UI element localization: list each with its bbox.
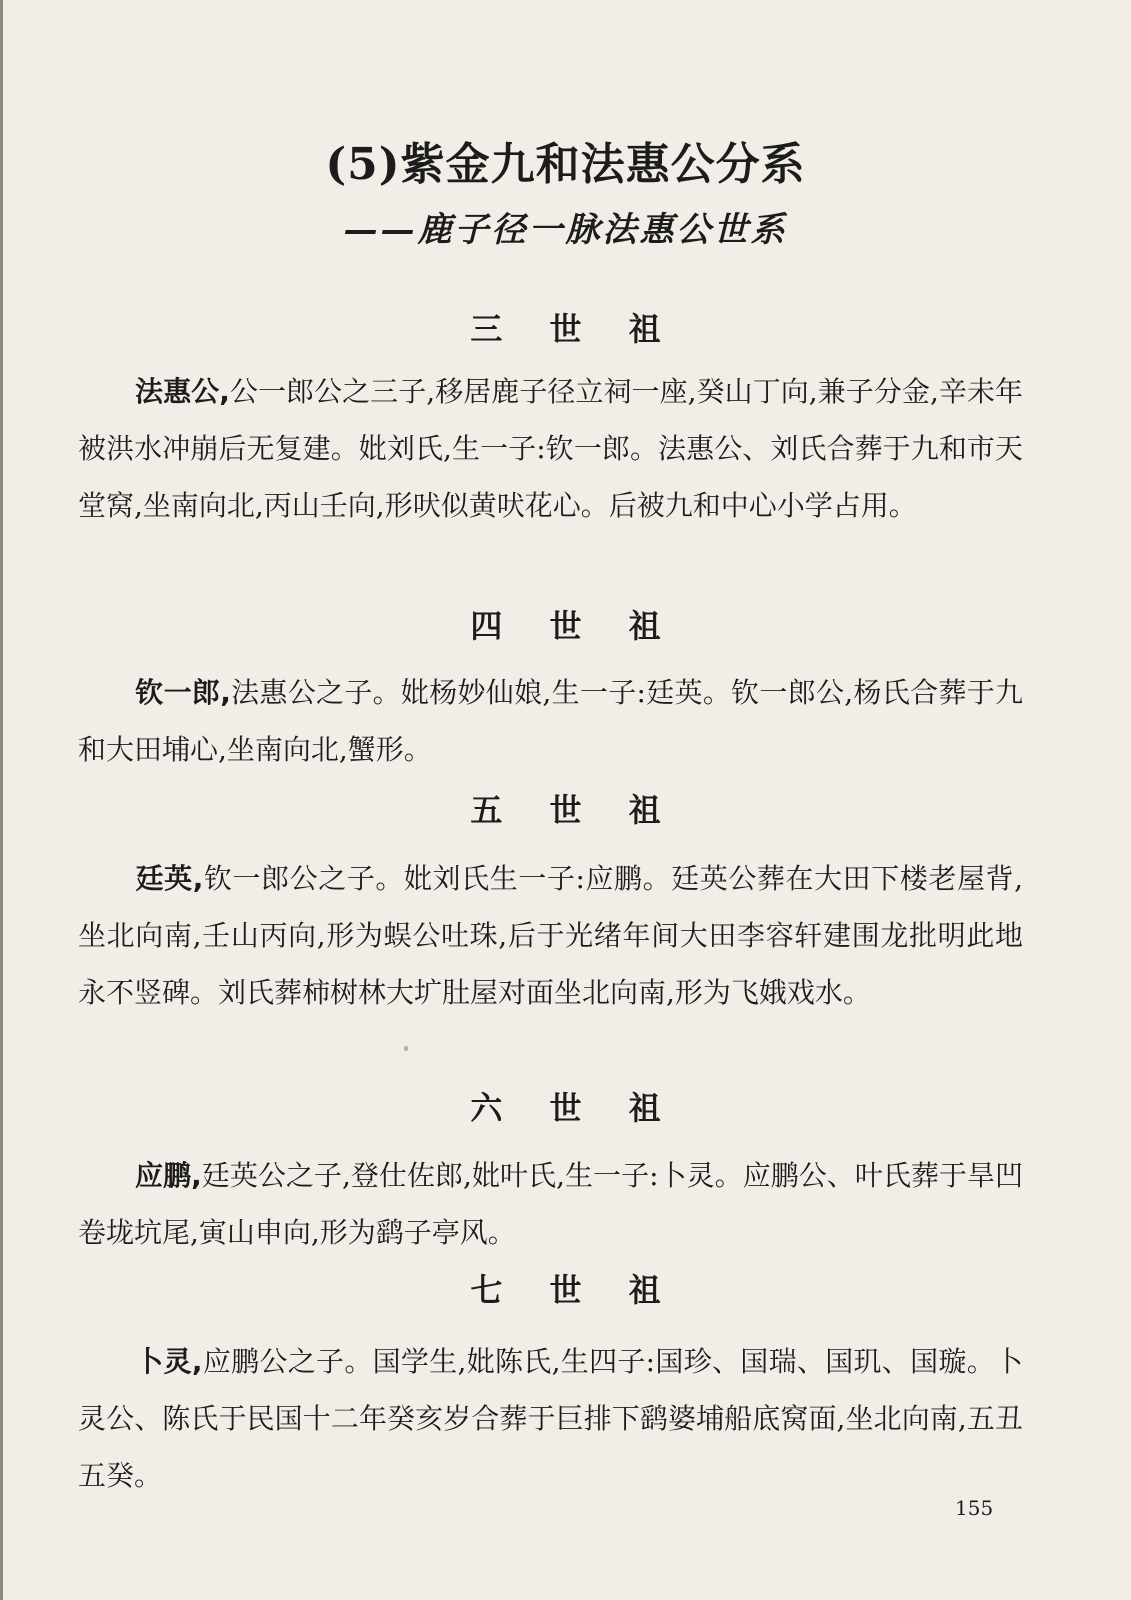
generation-entry — [78, 363, 1023, 534]
ancestor-name: 廷英, — [135, 862, 204, 895]
ancestor-name: 钦一郎, — [135, 676, 231, 709]
entry-text: 法惠公之子。妣杨妙仙娘,生一子:廷英。钦一郎公,杨氏合葬于九和大田埔心,坐南向北,蟹形。 — [78, 676, 1023, 766]
entry-text: 钦一郎公之子。妣刘氏生一子:应鹏。廷英公葬在大田下楼老屋背,坐北向南,壬山丙向,形为蜈公吐珠,后于光绪年间大田李容轩建围龙批明此地永不竖碑。刘氏葬柿树林大圹肚屋对面坐北向南,形为飞娥戏水。 — [78, 862, 1023, 1009]
ancestor-name: 法惠公, — [135, 375, 230, 408]
paper-speck — [404, 1046, 408, 1051]
entry-text: 廷英公之子,登仕佐郎,妣叶氏,生一子:卜灵。应鹏公、叶氏葬于旱凹卷垅坑尾,寅山申向,形为鹞子亭风。 — [78, 1159, 1024, 1249]
generation-heading: 六 世 祖 — [470, 1089, 679, 1127]
entry-text: 公一郎公之三子,移居鹿子径立祠一座,癸山丁向,兼子分金,辛未年被洪水冲崩后无复建。妣刘氏,生一子:钦一郎。法惠公、刘氏合葬于九和市天堂窝,坐南向北,丙山壬向,形吠似黄吠花心。后被九和中心小学占用。 — [78, 375, 1023, 522]
generation-heading: 四 世 祖 — [470, 607, 679, 645]
page-number: 155 — [955, 1496, 994, 1520]
generation-entry — [78, 850, 1023, 1021]
page-title: (5)紫金九和法惠公分系 — [325, 139, 806, 190]
generation-entry — [78, 1333, 1023, 1504]
generation-entry — [78, 664, 1023, 778]
page-subtitle: ——鹿子径一脉法惠公世系 — [343, 210, 788, 250]
generation-heading: 五 世 祖 — [470, 791, 679, 829]
generation-entry — [78, 1147, 1023, 1261]
generation-heading: 三 世 祖 — [470, 310, 679, 348]
ancestor-name: 卜灵, — [135, 1345, 203, 1378]
entry-text: 应鹏公之子。国学生,妣陈氏,生四子:国珍、国瑞、国玑、国璇。卜灵公、陈氏于民国十二年癸亥岁合葬于巨排下鹞婆埔船底窝面,坐北向南,五丑五癸。 — [78, 1345, 1023, 1492]
ancestor-name: 应鹏, — [135, 1159, 202, 1192]
generation-heading: 七 世 祖 — [470, 1271, 679, 1309]
